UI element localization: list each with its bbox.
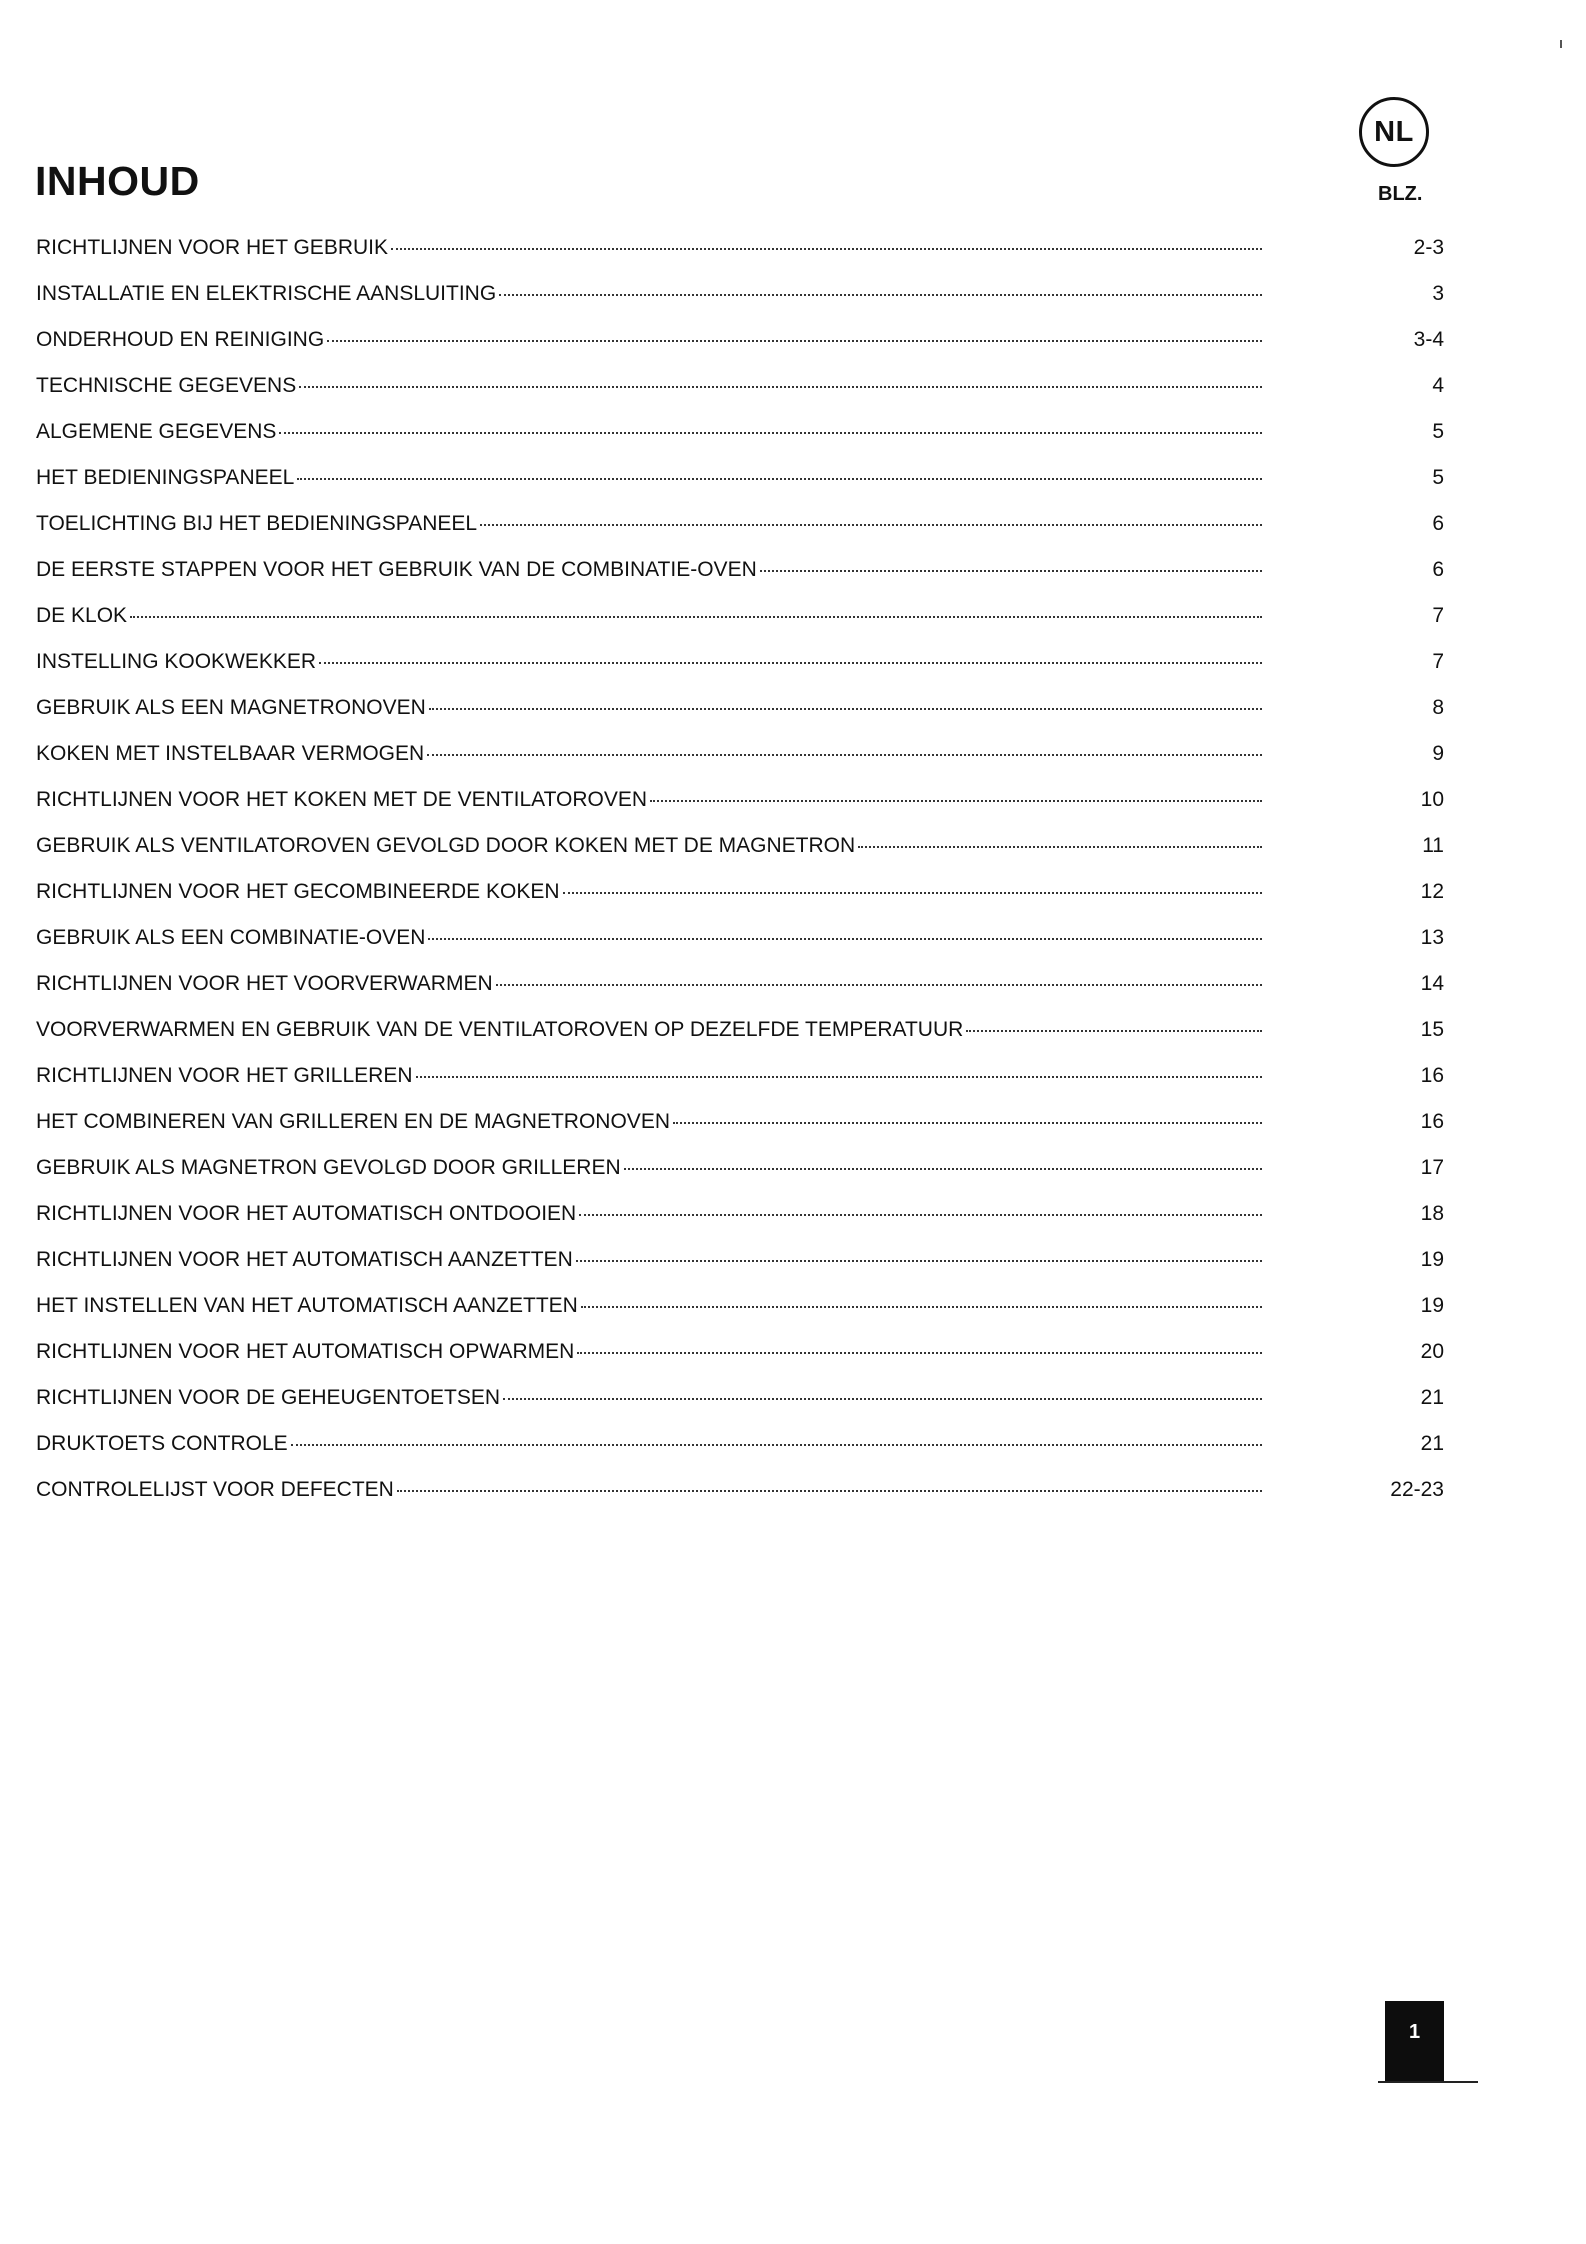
toc-dot-leader <box>297 478 1262 480</box>
toc-entry-title: HET BEDIENINGSPANEEL <box>36 466 295 489</box>
toc-entry <box>36 880 1444 926</box>
toc-entry-title: RICHTLIJNEN VOOR HET AUTOMATISCH OPWARMEN <box>36 1340 575 1363</box>
toc-dot-leader <box>291 1444 1262 1446</box>
toc-entry <box>36 1248 1444 1294</box>
toc-entry-title: RICHTLIJNEN VOOR HET AUTOMATISCH ONTDOOIEN <box>36 1202 577 1225</box>
toc-entry <box>36 420 1444 466</box>
toc-dot-leader <box>760 570 1262 572</box>
toc-dot-leader <box>130 616 1262 618</box>
toc-entry <box>36 1156 1444 1202</box>
toc-entry-page: 11 <box>1422 834 1444 857</box>
toc-dot-leader <box>503 1398 1262 1400</box>
toc-dot-leader <box>319 662 1262 664</box>
toc-entry-title: ONDERHOUD EN REINIGING <box>36 328 325 351</box>
toc-entry-page: 22-23 <box>1390 1478 1444 1501</box>
toc-entry-page: 5 <box>1432 466 1444 489</box>
toc-entry-page: 16 <box>1420 1064 1444 1087</box>
toc-entry <box>36 742 1444 788</box>
toc-entry-title: RICHTLIJNEN VOOR HET GEBRUIK <box>36 236 388 259</box>
table-of-contents <box>36 236 1444 1524</box>
toc-entry <box>36 696 1444 742</box>
toc-entry-page: 19 <box>1420 1294 1444 1317</box>
toc-entry <box>36 1064 1444 1110</box>
toc-entry-title: GEBRUIK ALS EEN MAGNETRONOVEN <box>36 696 426 719</box>
toc-entry-page: 8 <box>1432 696 1444 719</box>
toc-dot-leader <box>579 1214 1262 1216</box>
toc-entry <box>36 1294 1444 1340</box>
toc-entry-page: 6 <box>1432 558 1444 581</box>
toc-entry-page: 15 <box>1420 1018 1444 1041</box>
toc-dot-leader <box>581 1306 1262 1308</box>
toc-dot-leader <box>499 294 1262 296</box>
toc-entry-title: DE EERSTE STAPPEN VOOR HET GEBRUIK VAN DE COMBINATIE-OVEN <box>36 558 757 581</box>
toc-entry <box>36 834 1444 880</box>
toc-entry-title: HET INSTELLEN VAN HET AUTOMATISCH AANZETTEN <box>36 1294 578 1317</box>
toc-dot-leader <box>563 892 1262 894</box>
toc-entry-page: 13 <box>1420 926 1444 949</box>
toc-entry <box>36 788 1444 834</box>
toc-entry <box>36 1478 1444 1524</box>
toc-entry <box>36 512 1444 558</box>
toc-entry-title: DRUKTOETS CONTROLE <box>36 1432 288 1455</box>
toc-entry-title: RICHTLIJNEN VOOR HET VOORVERWARMEN <box>36 972 493 995</box>
toc-dot-leader <box>416 1076 1262 1078</box>
toc-dot-leader <box>299 386 1262 388</box>
toc-dot-leader <box>673 1122 1262 1124</box>
toc-entry-page: 6 <box>1432 512 1444 535</box>
toc-entry-page: 3 <box>1432 282 1444 305</box>
toc-dot-leader <box>496 984 1262 986</box>
toc-dot-leader <box>576 1260 1262 1262</box>
toc-entry-title: ALGEMENE GEGEVENS <box>36 420 277 443</box>
toc-entry <box>36 1110 1444 1156</box>
toc-entry <box>36 1386 1444 1432</box>
page-column-header: BLZ. <box>1378 183 1423 205</box>
toc-entry-page: 14 <box>1420 972 1444 995</box>
toc-entry-title: RICHTLIJNEN VOOR DE GEHEUGENTOETSEN <box>36 1386 501 1409</box>
toc-entry-title: GEBRUIK ALS VENTILATOROVEN GEVOLGD DOOR KOKEN MET DE MAGNETRON <box>36 834 856 857</box>
toc-entry <box>36 328 1444 374</box>
toc-entry <box>36 282 1444 328</box>
toc-entry-title: VOORVERWARMEN EN GEBRUIK VAN DE VENTILATOROVEN OP DEZELFDE TEMPERATUUR <box>36 1018 964 1041</box>
toc-entry-title: CONTROLELIJST VOOR DEFECTEN <box>36 1478 394 1501</box>
toc-dot-leader <box>397 1490 1262 1492</box>
toc-entry <box>36 926 1444 972</box>
toc-dot-leader <box>427 754 1262 756</box>
toc-entry-title: GEBRUIK ALS EEN COMBINATIE-OVEN <box>36 926 426 949</box>
toc-entry-title: TECHNISCHE GEGEVENS <box>36 374 297 397</box>
toc-entry-page: 16 <box>1420 1110 1444 1133</box>
toc-dot-leader <box>577 1352 1262 1354</box>
toc-entry-title: KOKEN MET INSTELBAAR VERMOGEN <box>36 742 425 765</box>
page-number: 1 <box>1408 2021 1421 2043</box>
toc-entry-page: 17 <box>1420 1156 1444 1179</box>
toc-entry-page: 7 <box>1432 650 1444 673</box>
toc-entry-title: RICHTLIJNEN VOOR HET GRILLEREN <box>36 1064 413 1087</box>
toc-entry <box>36 236 1444 282</box>
toc-entry <box>36 972 1444 1018</box>
toc-entry-page: 12 <box>1420 880 1444 903</box>
toc-entry <box>36 374 1444 420</box>
toc-entry-page: 5 <box>1432 420 1444 443</box>
toc-entry-page: 4 <box>1432 374 1444 397</box>
toc-entry <box>36 604 1444 650</box>
toc-entry-page: 21 <box>1420 1386 1444 1409</box>
toc-entry-title: GEBRUIK ALS MAGNETRON GEVOLGD DOOR GRILLEREN <box>36 1156 621 1179</box>
toc-dot-leader <box>480 524 1262 526</box>
toc-entry <box>36 1018 1444 1064</box>
toc-dot-leader <box>624 1168 1262 1170</box>
toc-entry-page: 9 <box>1432 742 1444 765</box>
toc-dot-leader <box>966 1030 1262 1032</box>
toc-dot-leader <box>650 800 1262 802</box>
toc-dot-leader <box>429 708 1262 710</box>
toc-entry-page: 20 <box>1420 1340 1444 1363</box>
toc-entry-page: 19 <box>1420 1248 1444 1271</box>
page-number-tab <box>1385 2001 1444 2083</box>
scan-edge-mark <box>1560 40 1562 48</box>
toc-entry <box>36 1432 1444 1478</box>
language-badge-label: NL <box>1374 115 1414 148</box>
toc-entry-title: RICHTLIJNEN VOOR HET KOKEN MET DE VENTILATOROVEN <box>36 788 648 811</box>
toc-entry-page: 10 <box>1420 788 1444 811</box>
toc-entry <box>36 1340 1444 1386</box>
toc-dot-leader <box>428 938 1262 940</box>
toc-dot-leader <box>327 340 1262 342</box>
toc-entry <box>36 466 1444 512</box>
toc-entry-page: 2-3 <box>1413 236 1444 259</box>
toc-entry-title: RICHTLIJNEN VOOR HET GECOMBINEERDE KOKEN <box>36 880 560 903</box>
toc-entry-page: 7 <box>1432 604 1444 627</box>
toc-entry-title: TOELICHTING BIJ HET BEDIENINGSPANEEL <box>36 512 478 535</box>
toc-entry-title: HET COMBINEREN VAN GRILLEREN EN DE MAGNETRONOVEN <box>36 1110 670 1133</box>
toc-dot-leader <box>279 432 1262 434</box>
toc-dot-leader <box>858 846 1262 848</box>
toc-entry <box>36 1202 1444 1248</box>
toc-entry <box>36 650 1444 696</box>
toc-entry-page: 21 <box>1420 1432 1444 1455</box>
toc-entry-title: RICHTLIJNEN VOOR HET AUTOMATISCH AANZETTEN <box>36 1248 573 1271</box>
language-badge <box>1359 97 1429 167</box>
toc-entry-title: INSTELLING KOOKWEKKER <box>36 650 317 673</box>
toc-entry <box>36 558 1444 604</box>
toc-entry-title: DE KLOK <box>36 604 128 627</box>
toc-entry-page: 3-4 <box>1413 328 1444 351</box>
toc-entry-title: INSTALLATIE EN ELEKTRISCHE AANSLUITING <box>36 282 497 305</box>
page-number-tab-rule <box>1378 2081 1478 2083</box>
toc-dot-leader <box>391 248 1262 250</box>
toc-entry-page: 18 <box>1420 1202 1444 1225</box>
page-title: INHOUD <box>35 158 200 204</box>
